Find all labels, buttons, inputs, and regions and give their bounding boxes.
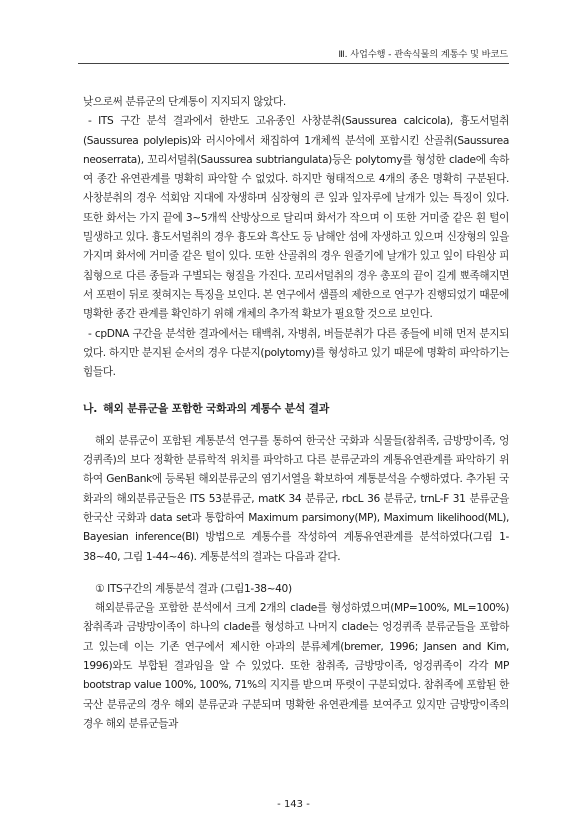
paragraph-continued: 낮으로써 분류군의 단계통이 지지되지 않았다. xyxy=(83,96,286,108)
subheading-its: ① ITS구간의 계통분석 결과 (그림1-38~40) xyxy=(95,582,292,595)
page-body xyxy=(83,93,509,734)
header-rule xyxy=(78,63,509,64)
paragraph-its-analysis: 해외분류군을 포함한 분석에서 크게 2개의 clade를 형성하였으며(MP=100%, ML=100%) 참취족과 금방망이족이 하나의 clade를 형성하고 나머지 clade는 엉겅퀴족 분류군들을 포함하고 있는데 이는 기존 연구에서 제시한 아과의 분류체계(bremer, 1996; Jansen and Kim, 1996)와도 부합된 결과임을 알 수 있었다. 또한 참취족, 금방망이족, 엉겅퀴족이 각각 MP bootstrap value 100%, 100%, 71%의 지지를 받으며 뚜렷이 구분되었다. 참취족에 포함된 한국산 분류군의 경우 해외 분류군과 구분되며 명확한 유연관계를 보여주고 있지만 금방망이족의 경우 해외 분류군들과 xyxy=(83,602,509,730)
section-heading xyxy=(83,399,509,418)
section-number: 나. xyxy=(83,402,98,416)
running-header: Ⅲ. 사업수행 - 관속식물의 계통수 및 바코드 xyxy=(338,49,508,60)
page-number: - 143 - xyxy=(277,799,310,810)
spacer xyxy=(83,567,509,580)
paragraph-overview: 해외 분류군이 포함된 계통분석 연구를 통하여 한국산 국화과 식물들(참취족, 금방망이족, 엉겅퀴족)의 보다 정확한 분류학적 위치를 파악하고 다른 분류군과의 계통유연관계를 파악하기 위하여 GenBank에 등록된 해외분류군의 염기서열을 확보하여 계통분석을 수행하였다. 추가된 국화과의 해외분류군들은 ITS 53분류군, matK 34 분류군, rbcL 36 분류군, trnL-F 31 분류군을 한국산 국화과 data set과 통합하여 Maximum parsimony(MP), Maximum likelihood(ML), Bayesian inference(BI) 방법으로 계통수를 작성하여 계통유연관계를 분석하였다(그림 1-38~40, 그림 1-44~46). 계통분석의 결과는 다음과 같다. xyxy=(83,434,509,563)
section-title: 해외 분류군을 포함한 국화과의 계통수 분석 결과 xyxy=(103,402,330,416)
paragraph-cpdna-result: - cpDNA 구간을 분석한 결과에서는 태백취, 자병취, 버들분취가 다른 종들에 비해 먼저 분지되었다. 하지만 분지된 순서의 경우 다분지(polytomy)를 형성하고 있기 때문에 명확히 파악하기는 힘들다. xyxy=(83,327,509,379)
paragraph-its-result: - ITS 구간 분석 결과에서 한반도 고유종인 사창분취(Saussurea calcicola), 흉도서덜취(Saussurea polylepis)와 러시아에서 채집하여 1개체씩 분석에 포함시킨 산골취(Saussurea neoserrata), 꼬리서덜취(Saussurea subtriangulata)등은 polytomy를 형성한 clade에 속하여 종간 유연관계를 명확히 파악할 수 없었다. 하지만 형태적으로 4개의 종은 명확히 구분된다. 사창분취의 경우 석회암 지대에 자생하며 심장형의 큰 잎과 잎자루에 날개가 있는 특징이 있다. 또한 화서는 가지 끝에 3~5개씩 산방상으로 달리며 화서가 작으며 이 또한 거미줄 같은 흰 털이 밀생하고 있다. 흉도서덜취의 경우 흉도와 흑산도 등 남해안 섬에 자생하고 있으며 신장형의 잎을 가지며 화서에 거미줄 같은 털이 있다. 또한 산골취의 경우 원줄기에 날개가 있고 잎이 타원상 피침형으로 다른 종들과 구별되는 형질을 가진다. 꼬리서덜취의 경우 총포의 끝이 길게 뾰족해지면서 포편이 뒤로 젖혀지는 특징을 보인다. 본 연구에서 샘플의 제한으로 연구가 진행되었기 때문에 명확한 종간 관계를 확인하기 위해 개체의 추가적 확보가 필요할 것으로 보인다. xyxy=(83,115,509,321)
